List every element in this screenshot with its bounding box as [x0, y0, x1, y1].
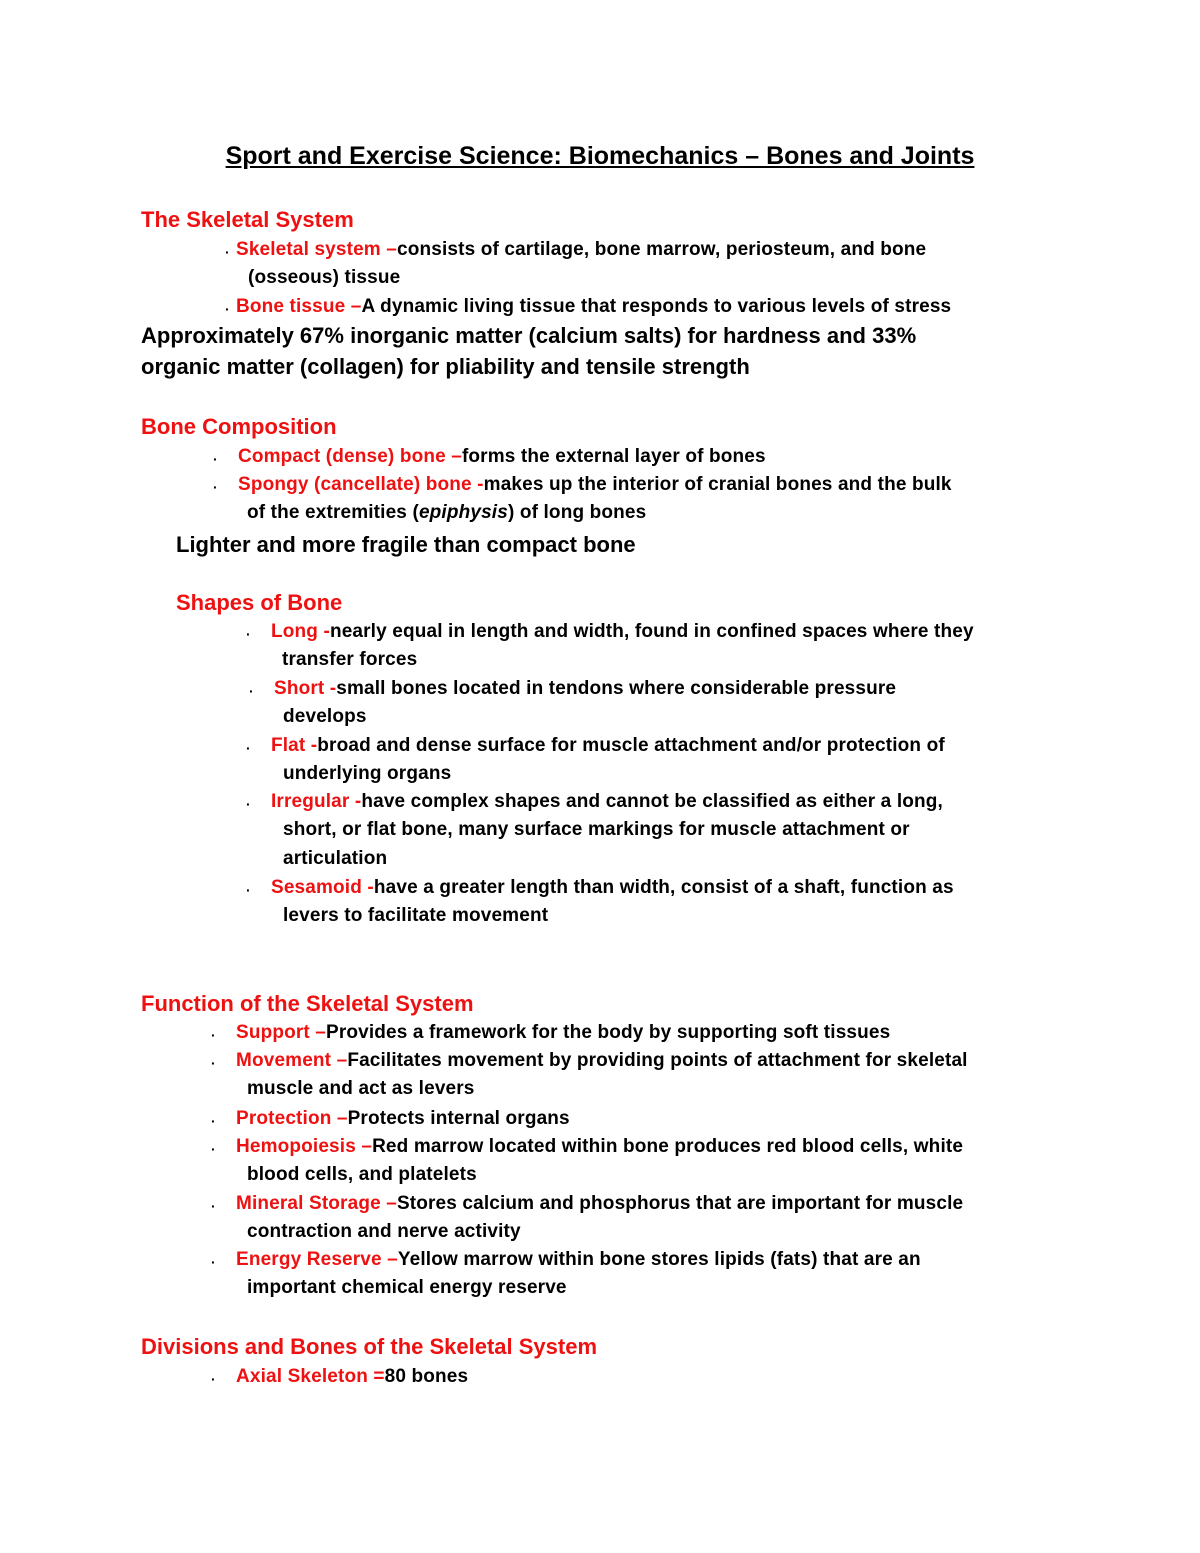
definition-text: makes up the interior of cranial bones and the bulk: [483, 474, 952, 495]
bullet-icon: ·: [211, 1254, 216, 1270]
heading-skeletal-system: The Skeletal System: [141, 207, 354, 232]
list-item-hemopoiesis: [236, 1133, 963, 1190]
composition-paragraph-line2: organic matter (collagen) for pliability and tensile strength: [141, 354, 750, 379]
definition-text: have complex shapes and cannot be classified as either a long,: [361, 791, 943, 812]
bullet-icon: ·: [213, 451, 218, 467]
definition-text: Protects internal organs: [347, 1108, 570, 1129]
definition-continuation: articulation: [283, 847, 388, 869]
list-item-irregular-bone: [271, 788, 943, 873]
definition-continuation: underlying organs: [283, 763, 452, 785]
composition-paragraph-line1: Approximately 67% inorganic matter (calcium salts) for hardness and 33%: [141, 323, 917, 348]
term-label: Short -: [274, 678, 337, 699]
definition-continuation: levers to facilitate movement: [283, 905, 549, 927]
bullet-icon: ·: [246, 796, 251, 812]
definition-continuation: short, or flat bone, many surface markings for muscle attachment or: [283, 819, 910, 841]
term-label: Movement –: [236, 1050, 348, 1071]
bullet-icon: ·: [211, 1055, 216, 1071]
bullet-icon: ·: [246, 882, 251, 898]
document-title: Sport and Exercise Science: Biomechanics – Bones and Joints: [225, 142, 975, 170]
bullet-icon: ·: [213, 479, 218, 495]
heading-bone-composition: Bone Composition: [141, 414, 337, 439]
definition-text: nearly equal in length and width, found in confined spaces where they: [329, 621, 974, 642]
term-label: Mineral Storage –: [236, 1193, 397, 1214]
list-item-compact-bone: [238, 443, 766, 471]
definition-text: consists of cartilage, bone marrow, periosteum, and bone: [397, 239, 927, 260]
term-label: Skeletal system –: [236, 239, 397, 260]
list-item-short-bone: [274, 675, 896, 732]
definition-text: have a greater length than width, consist of a shaft, function as: [373, 877, 954, 898]
definition-continuation: transfer forces: [282, 649, 418, 671]
heading-function: Function of the Skeletal System: [141, 991, 474, 1016]
bullet-icon: ·: [211, 1141, 216, 1157]
definition-text: broad and dense surface for muscle attachment and/or protection of: [317, 735, 945, 756]
term-label: Flat -: [271, 735, 318, 756]
spongy-bone-note: Lighter and more fragile than compact bone: [176, 532, 636, 557]
text-span: of the extremities (: [247, 502, 419, 524]
list-item-mineral-storage: [236, 1190, 963, 1247]
bullet-icon: ·: [211, 1113, 216, 1129]
term-label: Energy Reserve –: [236, 1249, 398, 1270]
term-label: Protection –: [236, 1108, 348, 1129]
term-label: Long -: [271, 621, 330, 642]
italic-term: epiphysis: [418, 502, 508, 524]
definition-text: A dynamic living tissue that responds to various levels of stress: [361, 296, 952, 317]
term-label: Sesamoid -: [271, 877, 374, 898]
term-label: Support –: [236, 1022, 327, 1043]
list-item-energy-reserve: [236, 1246, 921, 1303]
bullet-icon: ·: [246, 740, 251, 756]
list-item-sesamoid-bone: [271, 874, 954, 931]
heading-shapes-of-bone: Shapes of Bone: [176, 590, 343, 615]
term-label: Spongy (cancellate) bone -: [238, 474, 484, 495]
list-item-movement: [236, 1047, 968, 1104]
definition-text: Stores calcium and phosphorus that are important for muscle: [396, 1193, 964, 1214]
list-item-axial-skeleton: [236, 1363, 468, 1391]
definition-continuation: important chemical energy reserve: [247, 1277, 567, 1299]
heading-divisions: Divisions and Bones of the Skeletal System: [141, 1334, 598, 1359]
definition-text: Yellow marrow within bone stores lipids (fats) that are an: [397, 1249, 921, 1270]
definition-text: Facilitates movement by providing points of attachment for skeletal: [347, 1050, 968, 1071]
term-label: Compact (dense) bone –: [238, 446, 462, 467]
bullet-icon: ·: [211, 1198, 216, 1214]
term-label: Bone tissue –: [236, 296, 362, 317]
definition-continuation: develops: [283, 706, 367, 728]
term-label: Axial Skeleton =: [236, 1366, 385, 1387]
definition-continuation: (osseous) tissue: [248, 267, 401, 289]
definition-continuation: blood cells, and platelets: [247, 1164, 477, 1186]
list-item-skeletal-system: [236, 236, 926, 293]
definition-continuation: muscle and act as levers: [247, 1078, 475, 1100]
list-item-long-bone: [271, 618, 974, 675]
list-item-protection: [236, 1105, 570, 1133]
definition-text: Red marrow located within bone produces red blood cells, white: [372, 1136, 964, 1157]
bullet-icon: ·: [225, 244, 230, 260]
bullet-icon: ·: [246, 626, 251, 642]
definition-text: forms the external layer of bones: [461, 446, 766, 467]
definition-text: Provides a framework for the body by supporting soft tissues: [326, 1022, 891, 1043]
definition-text: small bones located in tendons where considerable pressure: [336, 678, 897, 699]
text-span: ) of long bones: [507, 502, 647, 524]
definition-text: 80 bones: [384, 1366, 469, 1387]
list-item-flat-bone: [271, 732, 945, 789]
definition-continuation: [238, 499, 952, 527]
term-label: Irregular -: [271, 791, 362, 812]
list-item-spongy-bone: [238, 471, 952, 528]
list-item-support: [236, 1019, 890, 1047]
term-label: Hemopoiesis –: [236, 1136, 373, 1157]
bullet-icon: ·: [249, 683, 254, 699]
bullet-icon: ·: [211, 1371, 216, 1387]
bullet-icon: ·: [211, 1027, 216, 1043]
bullet-icon: ·: [225, 301, 230, 317]
definition-continuation: contraction and nerve activity: [247, 1221, 521, 1243]
list-item-bone-tissue: [236, 293, 951, 321]
